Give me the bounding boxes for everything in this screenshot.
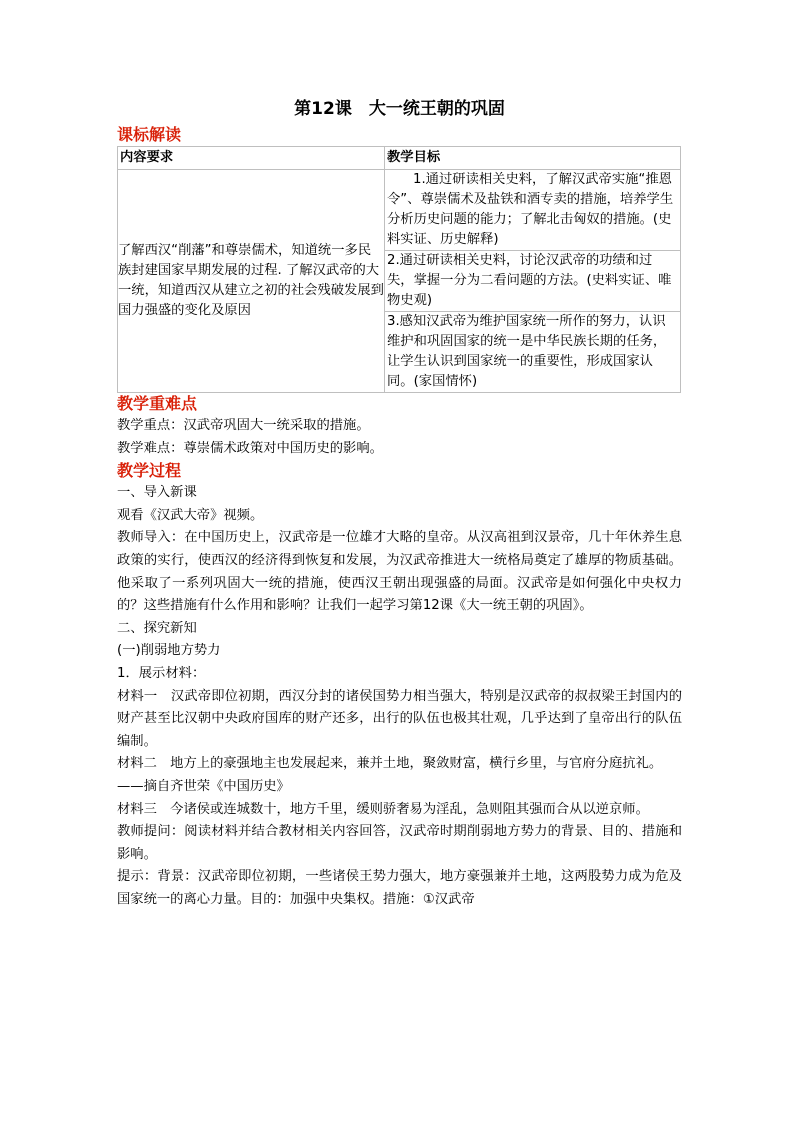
material-source: ——摘自齐世荣《中国历史》 — [117, 778, 290, 794]
table-row — [118, 170, 681, 251]
section-heading-key-points: 教学重难点 — [117, 394, 198, 413]
section-heading-process: 教学过程 — [117, 461, 182, 481]
teaching-focus: 教学重点：汉武帝巩固大一统采取的措施。 — [117, 418, 370, 433]
step-explore-heading: 二、探究新知 — [117, 620, 197, 636]
section-heading-standards: 课标解读 — [117, 125, 182, 144]
material-one: 材料一 汉武帝即位初期，西汉分封的诸侯国势力相当强大，特别是汉武帝的叔叔梁王封国内的财产甚至比汉朝中央政府国库的财产还多，出行的队伍也极其壮观，几乎达到了皇帝出行的队伍编制。 — [117, 688, 682, 749]
material-two: 材料二 地方上的豪强地主也发展起来，兼并土地，聚敛财富，横行乡里，与官府分庭抗礼。 — [117, 756, 663, 772]
goal-cell-3: 3.感知汉武帝为维护国家统一所作的努力，认识维护和巩固国家的统一是中华民族长期的任务，让学生认识到国家统一的重要性，形成国家认同。(家国情怀) — [385, 312, 681, 393]
standards-table — [117, 146, 681, 393]
hint-paragraph: 提示：背景：汉武帝即位初期，一些诸侯王势力强大，地方豪强兼并土地，这两股势力成为危及国家统一的离心力量。目的：加强中央集权。措施：①汉武帝 — [117, 869, 682, 907]
goal-cell-2: 2.通过研读相关史料，讨论汉武帝的功绩和过失，掌握一分为二看问题的方法。(史料实证、唯物史观) — [385, 251, 681, 312]
page-title: 第12课 大一统王朝的巩固 — [294, 99, 505, 119]
step-intro-heading: 一、导入新课 — [117, 485, 197, 501]
subsection-heading: (一)削弱地方势力 — [117, 643, 221, 659]
document-page — [117, 96, 682, 911]
material-three: 材料三 今诸侯或连城数十，地方千里，缓则骄奢易为淫乱，急则阻其强而合从以逆京师。 — [117, 801, 649, 817]
show-materials-label: 1．展示材料： — [117, 665, 206, 681]
table-header-goal: 教学目标 — [385, 147, 681, 170]
requirement-cell: 了解西汉“削藩”和尊崇儒术，知道统一多民族封建国家早期发展的过程. 了解汉武帝的大一统，知道西汉从建立之初的社会残破发展到国力强盛的变化及原因 — [118, 170, 385, 393]
table-header-row — [118, 147, 681, 170]
teacher-intro-paragraph: 教师导入：在中国历史上，汉武帝是一位雄才大略的皇帝。从汉高祖到汉景帝，几十年休养生息政策的实行，使西汉的经济得到恢复和发展，为汉武帝推进大一统格局奠定了雄厚的物质基础。他采取了一系列巩固大一统的措施，使西汉王朝出现强盛的局面。汉武帝是如何强化中央权力的？这些措施有什么作用和影响？让我们一起学习第12课《大一统王朝的巩固》。 — [117, 530, 682, 614]
watch-video-text: 观看《汉武大帝》视频。 — [117, 507, 264, 523]
table-header-requirement: 内容要求 — [118, 147, 385, 170]
teaching-difficulty: 教学难点：尊崇儒术政策对中国历史的影响。 — [117, 440, 383, 456]
teacher-question: 教师提问：阅读材料并结合教材相关内容回答，汉武帝时期削弱地方势力的背景、目的、措施和影响。 — [117, 824, 682, 862]
goal-cell-1: 1.通过研读相关史料，了解汉武帝实施“推恩令”、尊崇儒术及盐铁和酒专卖的措施，培养学生分析历史问题的能力；了解北击匈奴的措施。(史料实证、历史解释) — [385, 170, 681, 251]
